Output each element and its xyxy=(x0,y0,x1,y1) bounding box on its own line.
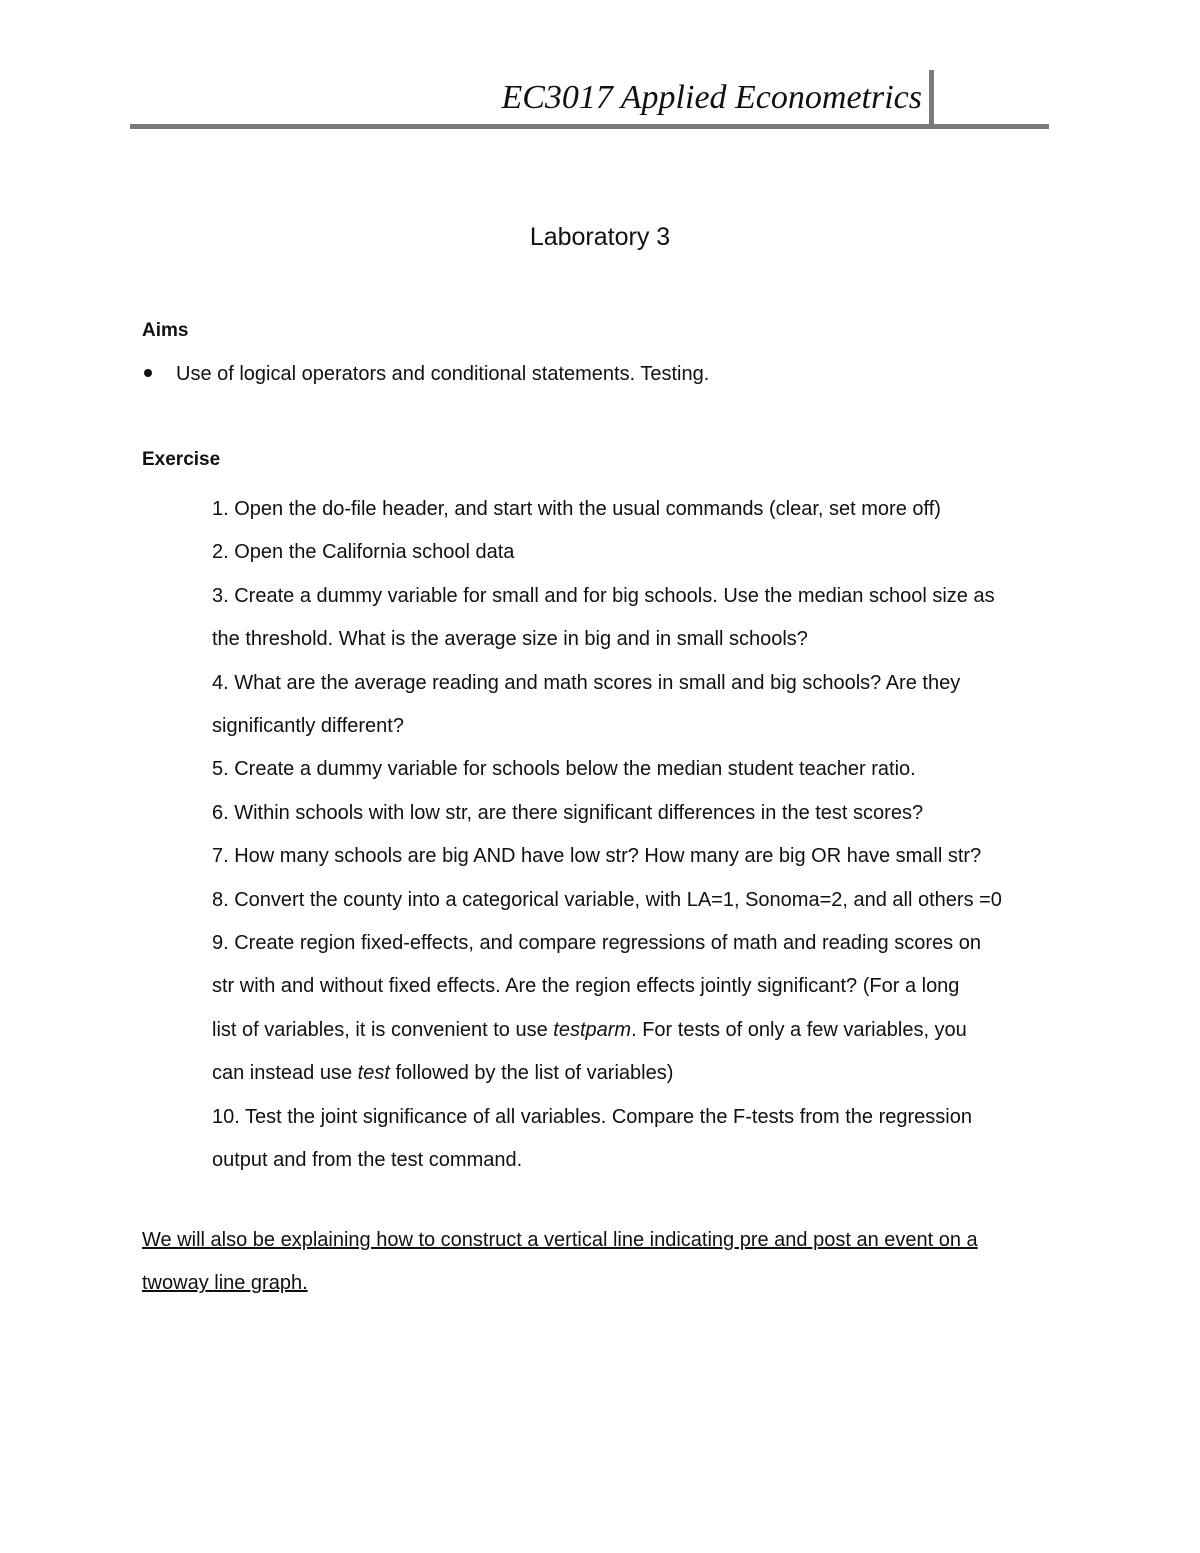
exercise-line: 2. Open the California school data xyxy=(212,541,515,564)
header-rule xyxy=(130,124,1049,129)
exercise-line xyxy=(212,1052,1072,1095)
underlined-note xyxy=(142,1219,1062,1306)
exercise-line: str with and without fixed effects. Are the region effects jointly significant? (For a long xyxy=(212,975,960,998)
command-testparm: testparm xyxy=(553,1018,632,1041)
exercise-text: can instead use xyxy=(212,1062,358,1085)
exercise-line: 9. Create region fixed-effects, and compare regressions of math and reading scores on xyxy=(212,932,981,955)
exercise-line: 1. Open the do-file header, and start with the usual commands (clear, set more off) xyxy=(212,498,941,520)
aims-heading: Aims xyxy=(142,320,189,341)
exercise-text: followed by the list of variables) xyxy=(389,1062,674,1085)
exercise-list xyxy=(212,488,1072,1183)
exercise-line: significantly different? xyxy=(212,715,404,738)
aims-bullet-item xyxy=(142,360,709,388)
exercise-line: 3. Create a dummy variable for small and for big schools. Use the median school size as xyxy=(212,584,995,607)
bullet-dot-icon xyxy=(144,369,152,377)
course-title: EC3017 Applied Econometrics xyxy=(501,79,922,116)
exercise-text: list of variables, it is convenient to use xyxy=(212,1018,554,1041)
exercise-line: 10. Test the joint significance of all variables. Compare the F-tests from the regression xyxy=(212,1105,972,1128)
exercise-heading: Exercise xyxy=(142,449,221,470)
exercise-line: 7. How many schools are big AND have low str? How many are big OR have small str? xyxy=(212,845,982,868)
document-title: Laboratory 3 xyxy=(529,223,671,251)
note-line: We will also be explaining how to construct a vertical line indicating pre and post an event on a xyxy=(142,1229,978,1251)
exercise-line: the threshold. What is the average size in big and in small schools? xyxy=(212,628,808,651)
exercise-line: output and from the test command. xyxy=(212,1149,523,1172)
command-test: test xyxy=(357,1062,390,1085)
aims-item-text: Use of logical operators and conditional statements. Testing. xyxy=(176,363,710,385)
exercise-text: . For tests of only a few variables, you xyxy=(631,1018,967,1041)
header-divider-tick xyxy=(929,70,934,128)
exercise-line: 4. What are the average reading and math scores in small and big schools? Are they xyxy=(212,671,961,694)
exercise-line: 8. Convert the county into a categorical variable, with LA=1, Sonoma=2, and all others =0 xyxy=(212,888,1002,911)
exercise-line: 6. Within schools with low str, are there significant differences in the test scores? xyxy=(212,801,924,824)
exercise-line: 5. Create a dummy variable for schools below the median student teacher ratio. xyxy=(212,758,916,781)
exercise-line xyxy=(212,1009,1072,1052)
note-line: twoway line graph. xyxy=(142,1272,308,1295)
